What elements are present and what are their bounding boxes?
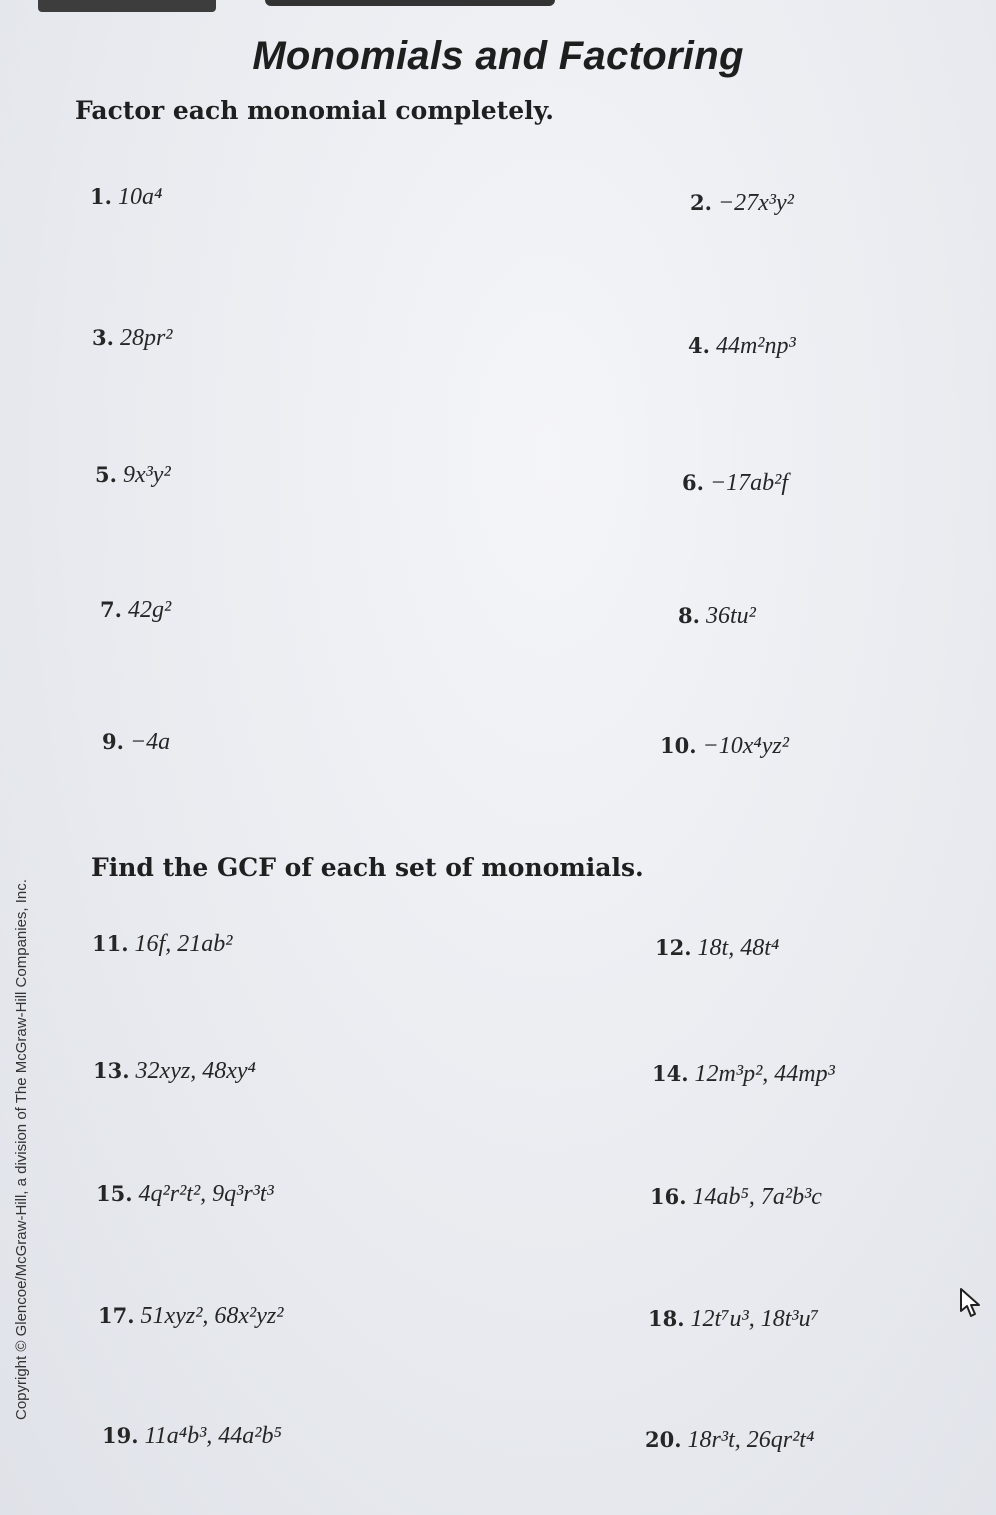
- problem-10: [660, 733, 789, 760]
- problem-number: 2.: [690, 190, 712, 215]
- problem-expression: 28pr²: [119, 325, 173, 351]
- problem-number: 18.: [648, 1306, 685, 1331]
- problem-20: [645, 1427, 814, 1454]
- problem-8: [678, 603, 756, 630]
- copyright-notice: [0, 600, 40, 1420]
- problem-number: 19.: [102, 1423, 139, 1448]
- problem-expression: 4q²r²t², 9q³r³t³: [138, 1181, 274, 1207]
- problem-expression: 32xyz, 48xy⁴: [135, 1058, 256, 1084]
- problem-1: [90, 184, 162, 211]
- problem-expression: 12t⁷u³, 18t³u⁷: [690, 1306, 819, 1332]
- problem-number: 6.: [682, 470, 704, 495]
- problem-expression: 18r³t, 26qr²t⁴: [687, 1427, 815, 1453]
- problem-expression: −27x³y²: [717, 190, 794, 216]
- problem-number: 9.: [102, 729, 124, 754]
- problem-13: [93, 1058, 256, 1085]
- problem-expression: 44m²np³: [715, 333, 796, 359]
- problem-19: [102, 1423, 282, 1450]
- problem-11: [92, 931, 232, 958]
- problem-expression: 18t, 48t⁴: [697, 935, 780, 961]
- problem-9: [102, 729, 170, 756]
- problem-7: [100, 597, 171, 624]
- section-instruction-gcf: Find the GCF of each set of monomials.: [91, 853, 644, 882]
- problem-15: [96, 1181, 274, 1208]
- problem-expression: −4a: [129, 729, 171, 755]
- problem-number: 15.: [96, 1181, 133, 1206]
- problem-expression: 9x³y²: [122, 462, 171, 488]
- problem-number: 8.: [678, 603, 700, 628]
- header-tab-fragment: [38, 0, 216, 12]
- problem-number: 10.: [660, 733, 697, 758]
- problem-18: [648, 1306, 819, 1333]
- problem-3: [92, 325, 172, 352]
- problem-expression: 16f, 21ab²: [134, 931, 233, 957]
- problem-number: 20.: [645, 1427, 682, 1452]
- problem-number: 1.: [90, 184, 112, 209]
- problem-4: [688, 333, 796, 360]
- problem-number: 7.: [100, 597, 122, 622]
- problem-expression: −17ab²f: [709, 470, 788, 496]
- mouse-cursor-icon: [958, 1287, 984, 1319]
- section-instruction-factor: Factor each monomial completely.: [75, 96, 554, 125]
- problem-expression: 36tu²: [705, 603, 756, 629]
- problem-number: 13.: [93, 1058, 130, 1083]
- problem-14: [652, 1061, 835, 1088]
- problem-number: 16.: [650, 1184, 687, 1209]
- problem-expression: 10a⁴: [117, 184, 163, 210]
- problem-5: [95, 462, 171, 489]
- problem-2: [690, 190, 794, 217]
- problem-6: [682, 470, 788, 497]
- problem-number: 14.: [652, 1061, 689, 1086]
- problem-number: 4.: [688, 333, 710, 358]
- problem-number: 17.: [98, 1303, 135, 1328]
- problem-number: 5.: [95, 462, 117, 487]
- problem-expression: 42g²: [127, 597, 172, 623]
- problem-expression: −10x⁴yz²: [702, 733, 789, 759]
- problem-12: [655, 935, 779, 962]
- problem-number: 3.: [92, 325, 114, 350]
- problem-number: 11.: [92, 931, 129, 956]
- problem-17: [98, 1303, 283, 1330]
- problem-expression: 11a⁴b³, 44a²b⁵: [144, 1423, 282, 1449]
- header-banner-fragment: [265, 0, 555, 6]
- problem-expression: 12m³p², 44mp³: [694, 1061, 835, 1087]
- problem-16: [650, 1184, 822, 1211]
- problem-expression: 14ab⁵, 7a²b³c: [692, 1184, 822, 1210]
- page-title: Monomials and Factoring: [252, 34, 744, 78]
- copyright-text: Copyright © Glencoe/McGraw-Hill, a division of The McGraw-Hill Companies, Inc.: [13, 879, 30, 1420]
- problem-number: 12.: [655, 935, 692, 960]
- problem-expression: 51xyz², 68x²yz²: [140, 1303, 284, 1329]
